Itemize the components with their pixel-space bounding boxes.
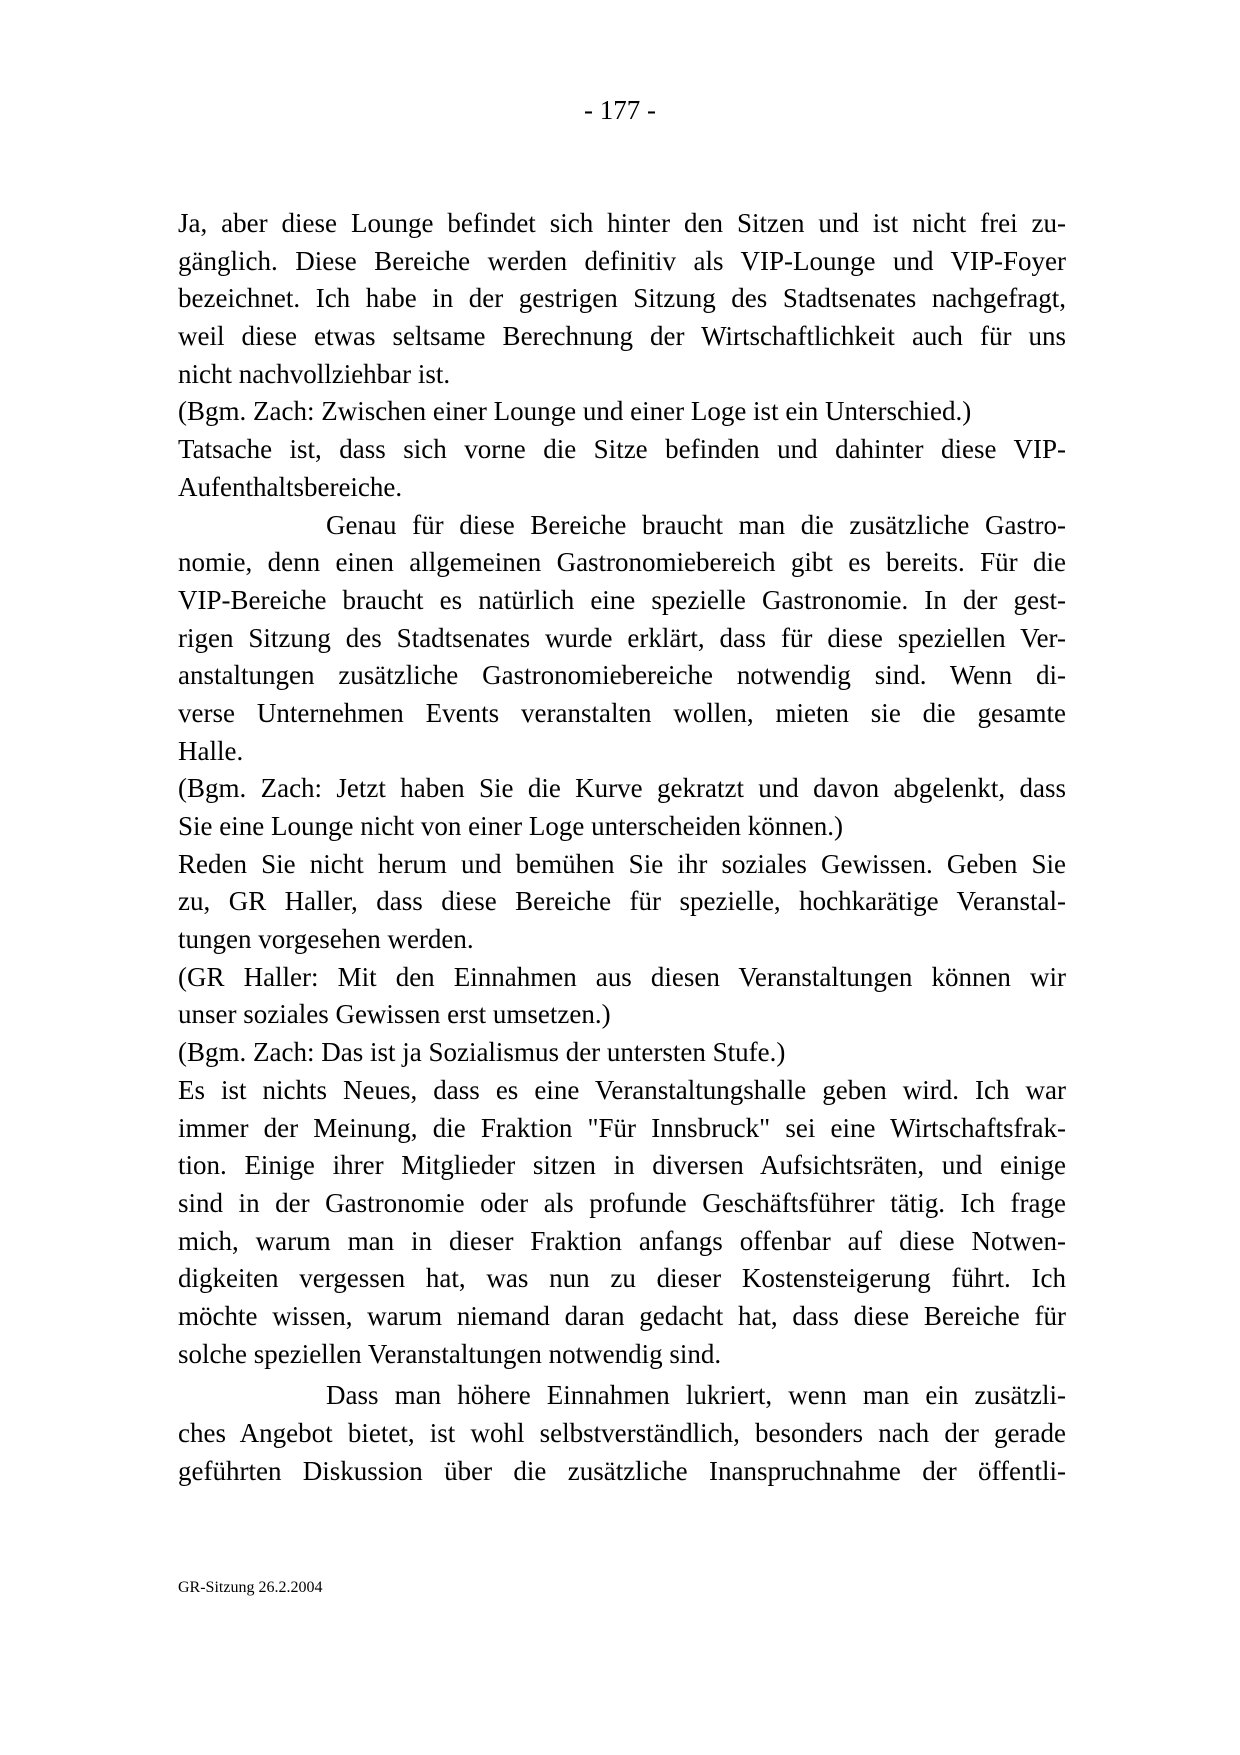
text-line: Aufenthaltsbereiche. xyxy=(178,471,403,502)
text-line: nomie, denn einen allgemeinen Gastronomiebereich gibt es bereits. Für die xyxy=(178,547,1066,578)
interjection-line: Sie eine Lounge nicht von einer Loge unterscheiden können.) xyxy=(178,811,844,841)
text-line: tion. Einige ihrer Mitglieder sitzen in diversen Aufsichtsräten, und einige xyxy=(178,1150,1066,1181)
interjection-line: (Bgm. Zach: Jetzt haben Sie die Kurve gekratzt und davon abgelenkt, dass xyxy=(178,773,1066,804)
text-line: Reden Sie nicht herum und bemühen Sie ihr soziales Gewissen. Geben Sie xyxy=(178,848,1066,879)
text-line: mich, warum man in dieser Fraktion anfangs offenbar auf diese Notwen- xyxy=(178,1225,1066,1256)
text-line: gänglich. Diese Bereiche werden definitiv als VIP-Lounge und VIP-Foyer xyxy=(178,245,1066,276)
text-line: verse Unternehmen Events veranstalten wollen, mieten sie die gesamte xyxy=(178,697,1066,728)
text-line: geführten Diskussion über die zusätzliche Inanspruchnahme der öffentli- xyxy=(178,1455,1066,1486)
page-number: - 177 - xyxy=(584,95,656,125)
text-line: tungen vorgesehen werden. xyxy=(178,924,474,955)
text-line: digkeiten vergessen hat, was nun zu dieser Kostensteigerung führt. Ich xyxy=(178,1263,1066,1294)
text-line: Es ist nichts Neues, dass es eine Veranstaltungshalle geben wird. Ich war xyxy=(178,1074,1066,1105)
text-line: VIP-Bereiche braucht es natürlich eine spezielle Gastronomie. In der gest- xyxy=(178,584,1066,615)
text-line: bezeichnet. Ich habe in der gestrigen Sitzung des Stadtsenates nachgefragt, xyxy=(178,283,1066,314)
text-line: zu, GR Haller, dass diese Bereiche für spezielle, hochkarätige Veranstal- xyxy=(178,886,1066,917)
text-line: Ja, aber diese Lounge befindet sich hinter den Sitzen und ist nicht frei zu- xyxy=(178,208,1066,238)
interjection-line: (GR Haller: Mit den Einnahmen aus diesen Veranstaltungen können wir xyxy=(178,961,1066,992)
interjection-line: (Bgm. Zach: Zwischen einer Lounge und einer Loge ist ein Unterschied.) xyxy=(178,396,972,427)
text-line: weil diese etwas seltsame Berechnung der Wirtschaftlichkeit auch für uns xyxy=(178,321,1066,352)
footer-session-label: GR-Sitzung 26.2.2004 xyxy=(178,1579,323,1596)
text-line: ches Angebot bietet, ist wohl selbstverständlich, besonders nach der gerade xyxy=(178,1418,1066,1448)
text-line: solche speziellen Veranstaltungen notwendig sind. xyxy=(178,1338,722,1369)
text-line: Halle. xyxy=(178,735,244,766)
text-line: rigen Sitzung des Stadtsenates wurde erklärt, dass für diese speziellen Ver- xyxy=(178,622,1066,653)
paragraph-start-line: Genau für diese Bereiche braucht man die zusätzliche Gastro- xyxy=(326,509,1066,540)
text-line: möchte wissen, warum niemand daran gedacht hat, dass diese Bereiche für xyxy=(178,1300,1066,1331)
paragraph-start-line: Dass man höhere Einnahmen lukriert, wenn man ein zusätzli- xyxy=(326,1380,1066,1411)
body-text xyxy=(178,205,1066,1490)
text-line: sind in der Gastronomie oder als profunde Geschäftsführer tätig. Ich frage xyxy=(178,1187,1066,1218)
text-line: Tatsache ist, dass sich vorne die Sitze befinden und dahinter diese VIP- xyxy=(178,434,1066,465)
interjection-line: (Bgm. Zach: Das ist ja Sozialismus der untersten Stufe.) xyxy=(178,1037,786,1068)
interjection-line: unser soziales Gewissen erst umsetzen.) xyxy=(178,999,611,1030)
text-line: anstaltungen zusätzliche Gastronomiebereiche notwendig sind. Wenn di- xyxy=(178,660,1066,691)
text-line: immer der Meinung, die Fraktion "Für Innsbruck" sei eine Wirtschaftsfrak- xyxy=(178,1112,1066,1143)
text-line: nicht nachvollziehbar ist. xyxy=(178,358,451,389)
